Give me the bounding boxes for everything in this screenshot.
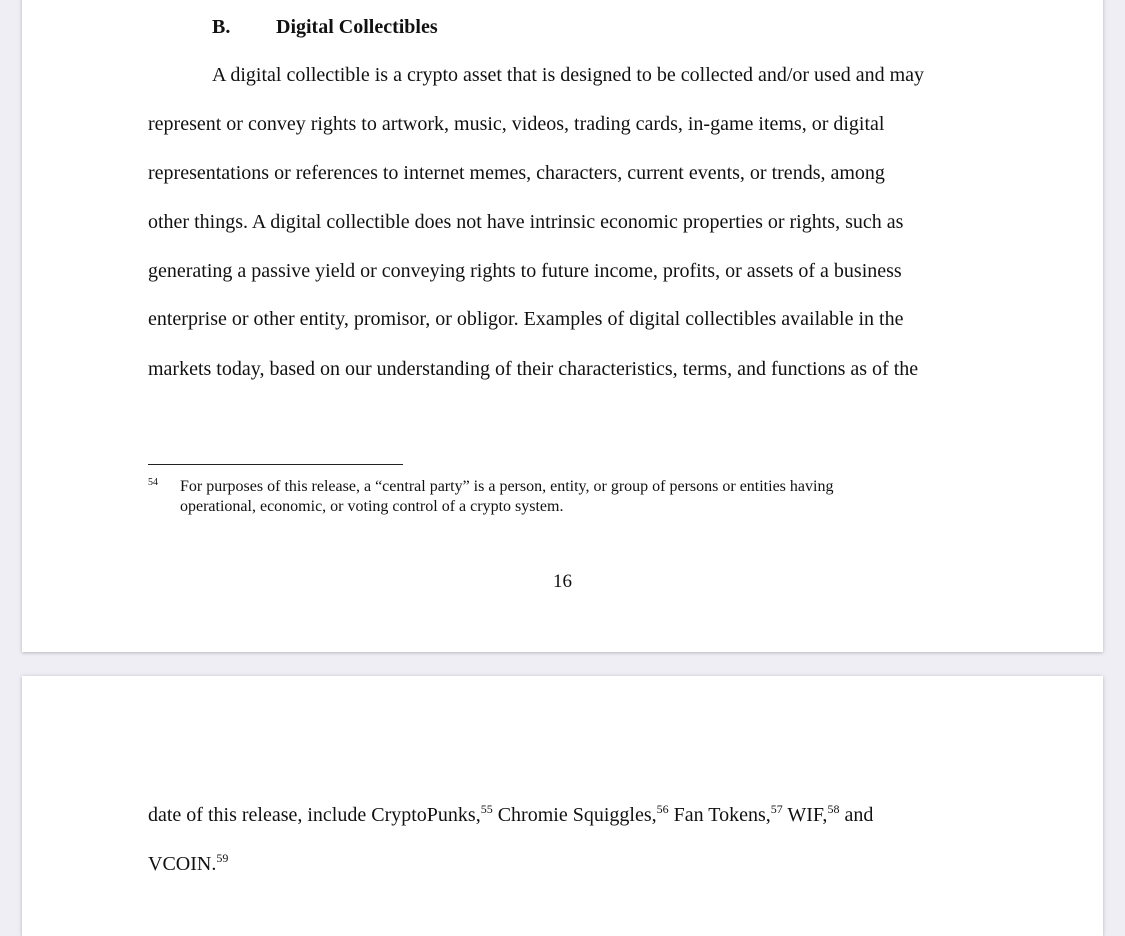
paragraph-line: enterprise or other entity, promisor, or obligor. Examples of digital collectibles available in the (148, 308, 904, 330)
footnote-text-line: For purposes of this release, a “central party” is a person, entity, or group of persons or entities having (180, 478, 834, 495)
document-page-16 (22, 0, 1103, 652)
footnote-ref-57[interactable]: 57 (770, 802, 783, 816)
footnote-text-line: operational, economic, or voting control of a crypto system. (180, 498, 564, 515)
section-title: Digital Collectibles (276, 16, 438, 38)
page-number: 16 (553, 571, 572, 592)
paragraph-line: markets today, based on our understanding of their characteristics, terms, and functions as of the (148, 358, 919, 380)
paragraph-line: generating a passive yield or conveying rights to future income, profits, or assets of a business (148, 260, 902, 282)
text-run: Fan Tokens, (668, 804, 771, 826)
text-run: date of this release, include CryptoPunks, (148, 804, 481, 826)
paragraph-line: represent or convey rights to artwork, music, videos, trading cards, in-game items, or digital (148, 113, 885, 135)
footnote-ref-55[interactable]: 55 (480, 802, 493, 816)
paragraph-line: A digital collectible is a crypto asset that is designed to be collected and/or used and may (212, 64, 925, 86)
paragraph-line: other things. A digital collectible does not have intrinsic economic properties or rights, such as (148, 211, 904, 233)
footnote-ref-58[interactable]: 58 (827, 802, 840, 816)
text-run: VCOIN. (148, 853, 217, 875)
footnote-separator (148, 464, 403, 465)
text-run: and (839, 804, 874, 826)
paragraph-line: representations or references to internet memes, characters, current events, or trends, among (148, 162, 885, 184)
paragraph-line (148, 804, 873, 827)
footnote-ref-56[interactable]: 56 (656, 802, 669, 816)
footnote-number: 54 (148, 477, 158, 488)
section-heading (212, 16, 438, 39)
section-letter: B. (212, 16, 231, 38)
document-page-17 (22, 676, 1103, 936)
footnote-ref-59[interactable]: 59 (216, 851, 229, 865)
paragraph-line (148, 853, 228, 876)
text-run: WIF, (782, 804, 828, 826)
text-run: Chromie Squiggles, (492, 804, 657, 826)
